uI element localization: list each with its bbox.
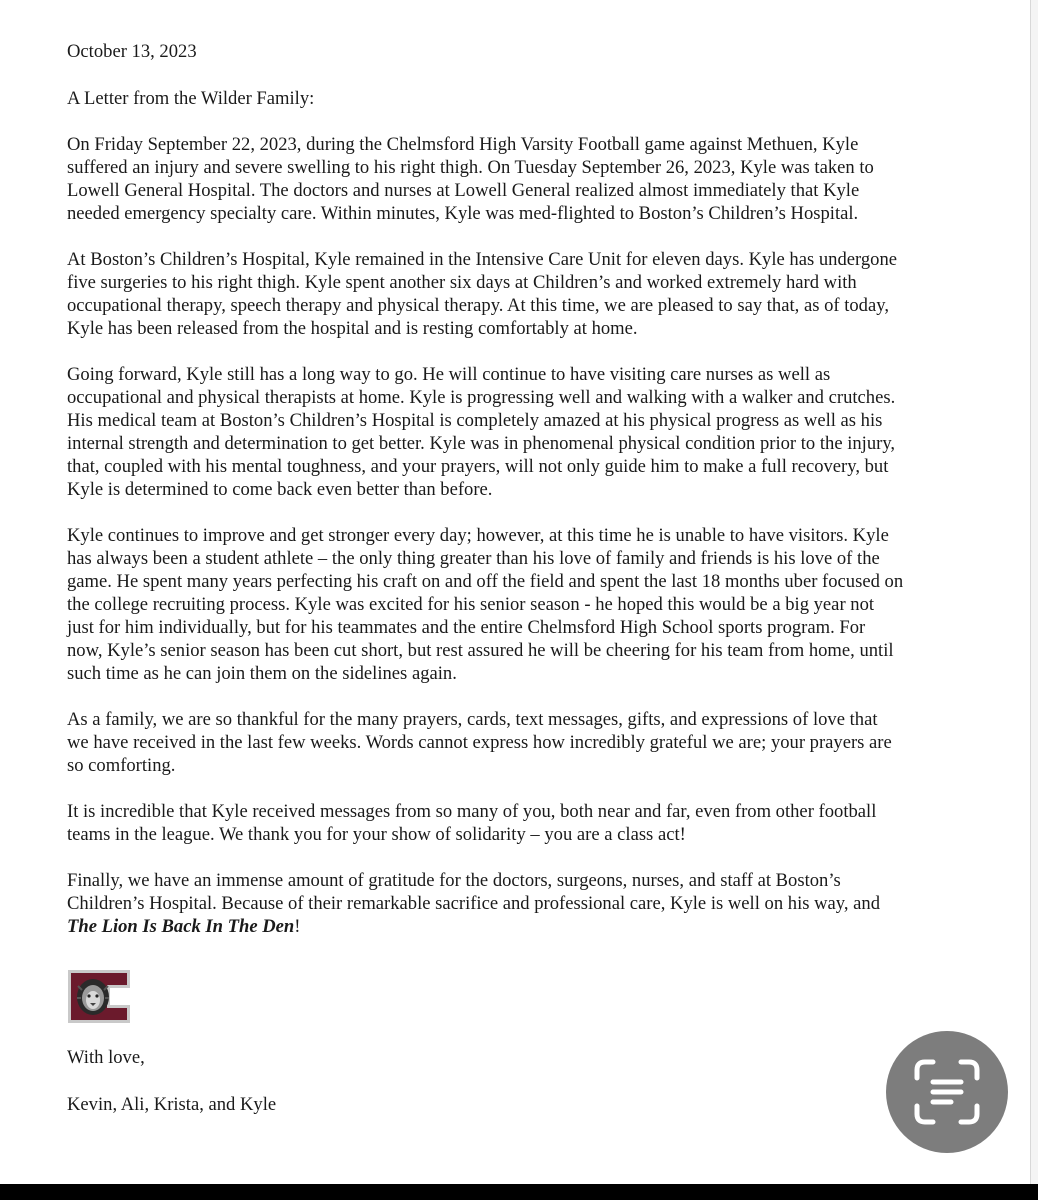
live-text-scan-button[interactable]	[886, 1031, 1008, 1153]
lion-back-phrase: The Lion Is Back In The Den	[67, 916, 295, 937]
paragraph-gratitude	[67, 869, 987, 938]
letter-date: October 13, 2023	[67, 41, 197, 62]
paragraph-senior-season: Kyle continues to improve and get stronger every day; however, at this time he is unable to have visitors. Kyle has always been a student athlete – the only thing greater than his love of family and friends is his love of the game. He spent many years perfecting his craft on and off the field and spent the last 18 months uber focused on the college recruiting process. Kyle was excited for his senior season - he hoped this would be a big year not just for him individually, but for his teammates and the entire Chelmsford High School sports program. For now, Kyle’s senior season has been cut short, but rest assured he will be cheering for his team from home, until such time as he can join them on the sidelines again.	[67, 525, 904, 684]
gratitude-text: Finally, we have an immense amount of gratitude for the doctors, surgeons, nurses, and staff at Boston’s Children’s Hospital. Because of their remarkable sacrifice and professional care, Kyle is well on his way, and	[67, 870, 881, 914]
live-text-scan-icon	[911, 1056, 983, 1128]
paragraph-recovery: Going forward, Kyle still has a long way to go. He will continue to have visiting care nurses as well as occupational and physical therapists at home. Kyle is progressing well and walking with a walker and crutches. His medical team at Boston’s Children’s Hospital is completely amazed at his physical progress as well as his internal strength and determination to get better. Kyle was in phenomenal physical condition prior to the injury, that, coupled with his mental toughness, and your prayers, will not only guide him to make a full recovery, but Kyle is determined to come back even better than before.	[67, 364, 896, 500]
paragraph-solidarity: It is incredible that Kyle received messages from so many of you, both near and far, even from other football teams in the league. We thank you for your show of solidarity – you are a class act!	[67, 801, 877, 845]
letter-signature: Kevin, Ali, Krista, and Kyle	[67, 1094, 277, 1115]
page-edge	[1031, 0, 1038, 1184]
letter-closing: With love,	[67, 1047, 145, 1068]
letter-body	[67, 40, 987, 961]
paragraph-hospital-stay: At Boston’s Children’s Hospital, Kyle remained in the Intensive Care Unit for eleven days. Kyle has undergone five surgeries to his right thigh. Kyle spent another six days at Children’s and worked extremely hard with occupational therapy, speech therapy and physical therapy. At this time, we are pleased to say that, as of today, Kyle has been released from the hospital and is resting comfortably at home.	[67, 249, 897, 339]
gratitude-end: !	[294, 916, 301, 937]
paragraph-thanks: As a family, we are so thankful for the many prayers, cards, text messages, gifts, and expressions of love that we have received in the last few weeks. Words cannot express how incredibly grateful we are; your prayers are so comforting.	[67, 709, 892, 776]
chelmsford-lion-c-logo-icon	[66, 968, 132, 1025]
bottom-bar	[0, 1184, 1038, 1200]
letter-salutation: A Letter from the Wilder Family:	[67, 88, 315, 109]
paragraph-injury: On Friday September 22, 2023, during the Chelmsford High Varsity Football game against Methuen, Kyle suffered an injury and severe swelling to his right thigh. On Tuesday September 26, 2023, Kyle was taken to Lowell General Hospital. The doctors and nurses at Lowell General realized almost immediately that Kyle needed emergency specialty care. Within minutes, Kyle was med-flighted to Boston’s Children’s Hospital.	[67, 134, 874, 224]
